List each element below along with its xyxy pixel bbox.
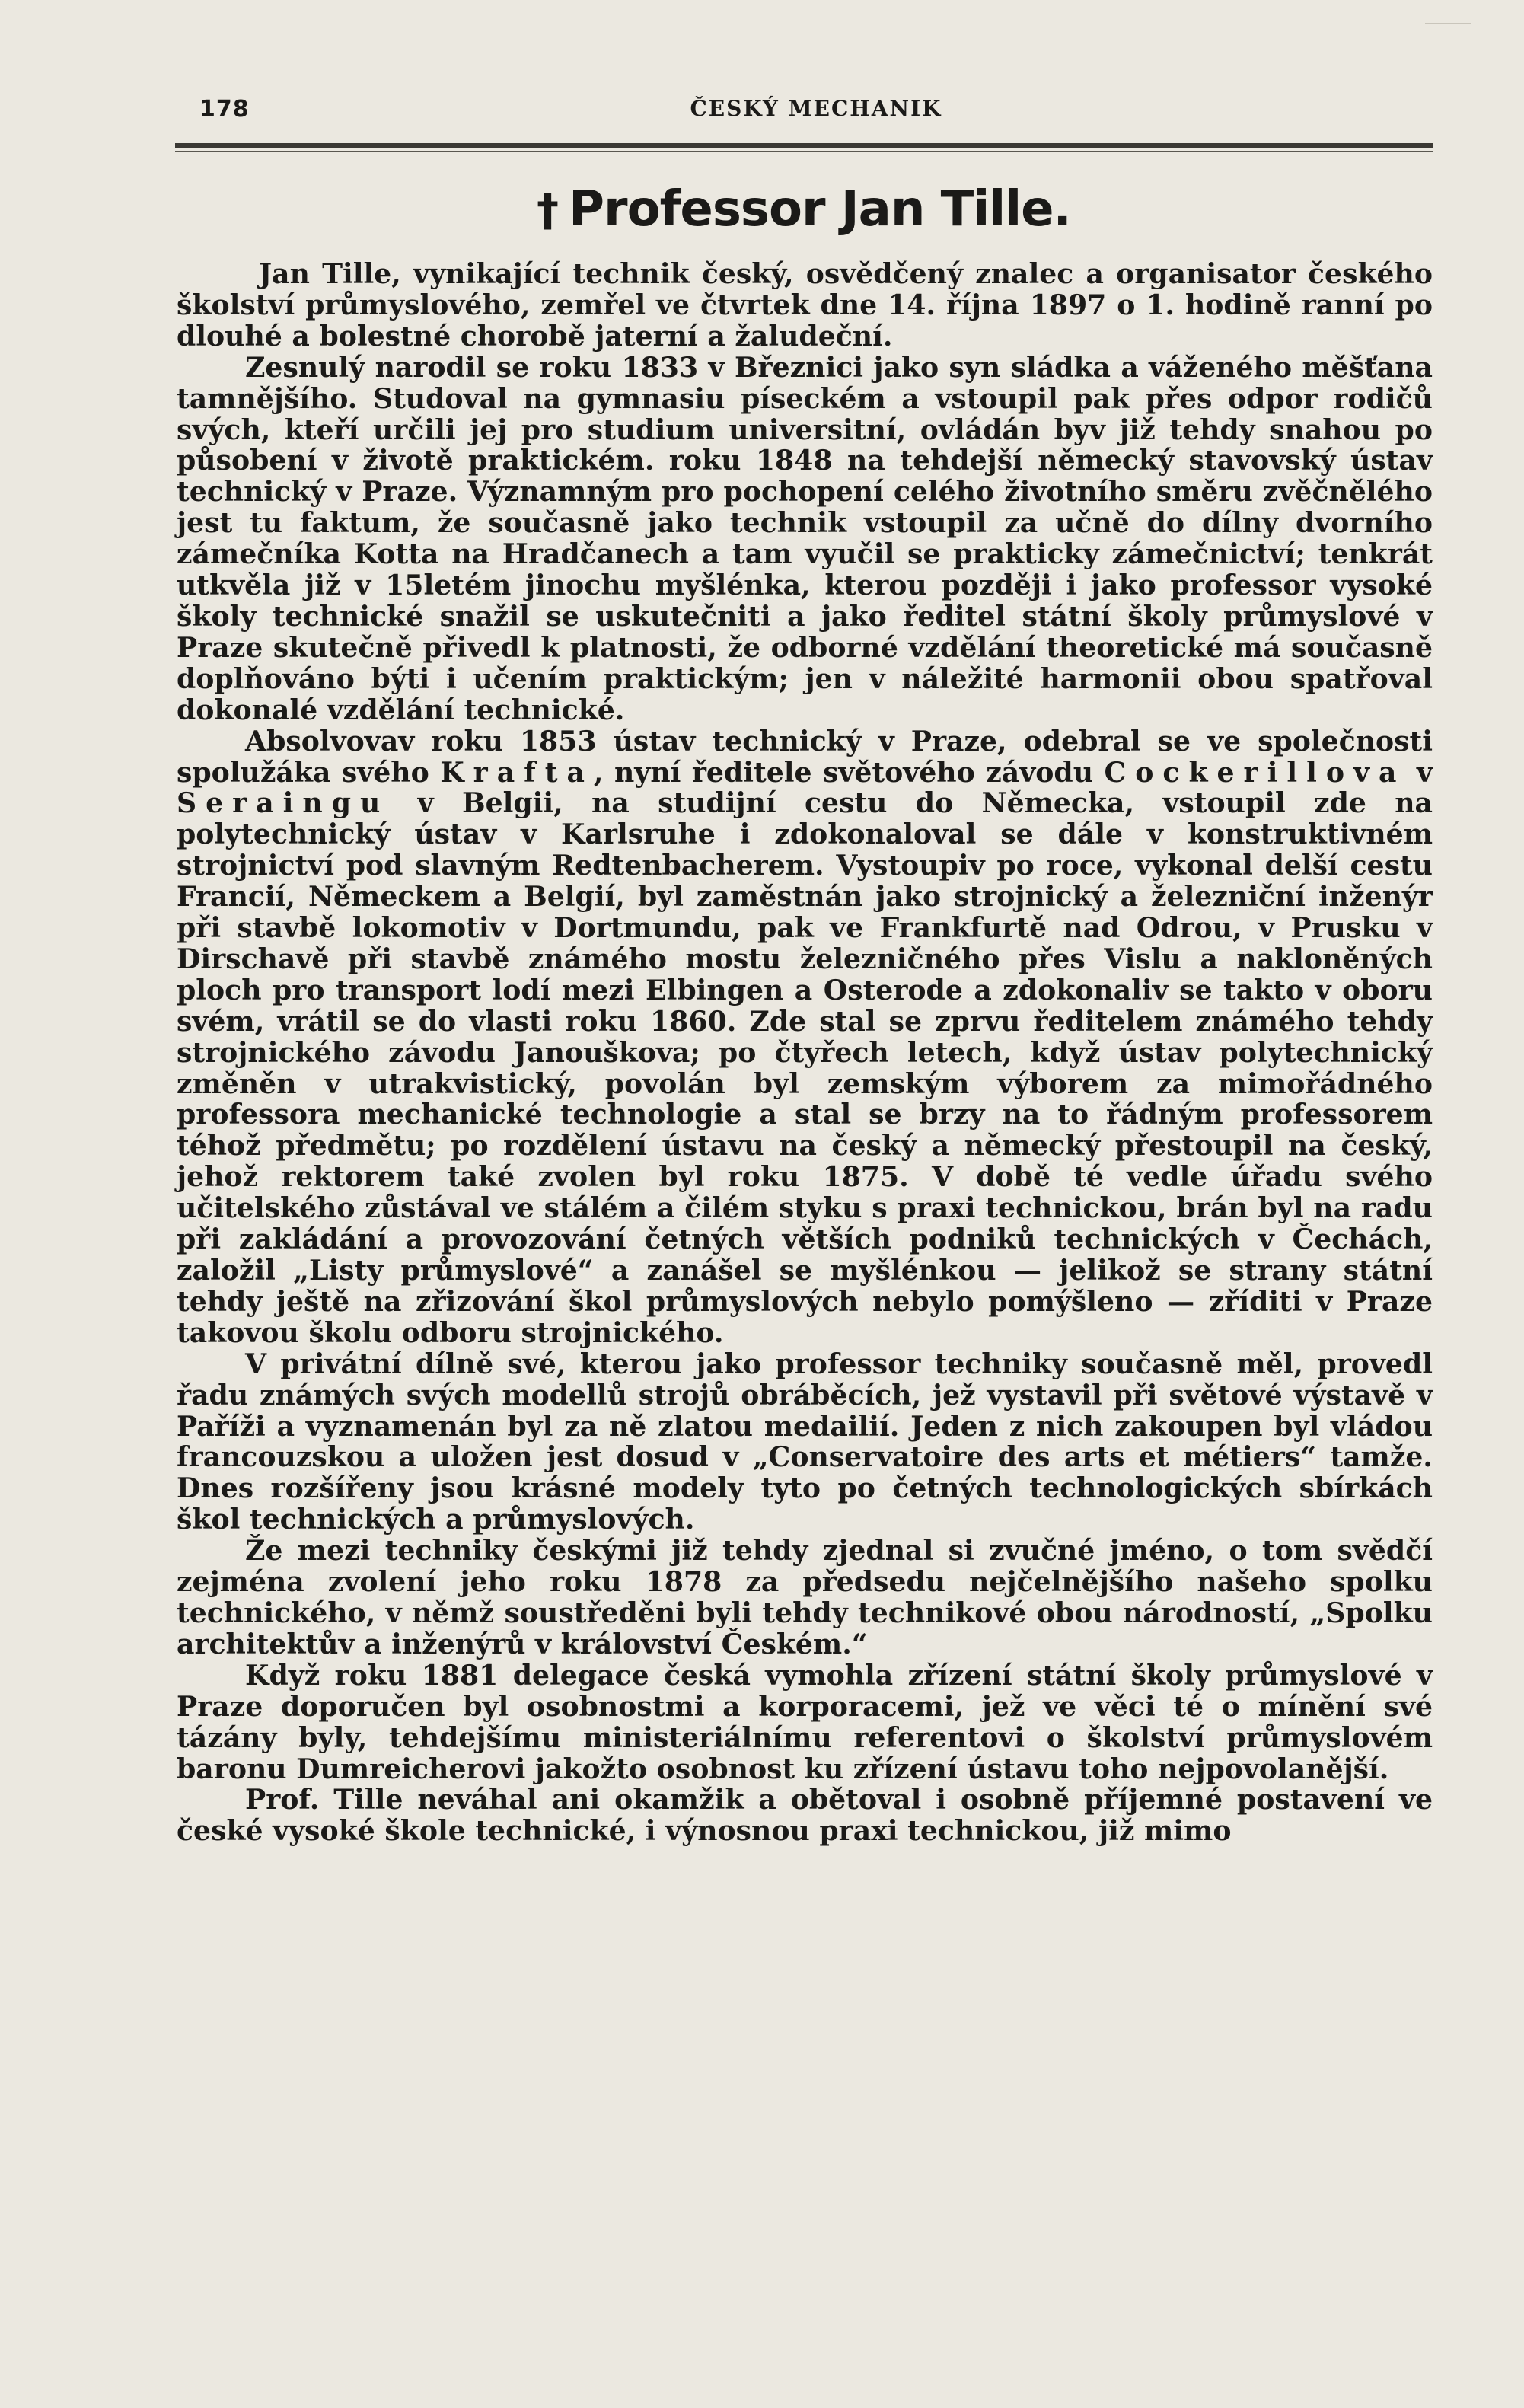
title-text: Professor Jan Tille. [569,181,1071,238]
paragraph: Když roku 1881 delegace česká vymohla zřízení státní školy průmyslové v Praze doporučen byl osobnostmi a korporacemi, jež ve věci té o mínění své tázány byly, tehdejšímu ministeriálnímu referentovi o školství průmyslovém baronu Dumreicherovi jakožto osobnost ku zřízení ústavu toho nejpovolanější. [177,1658,1433,1785]
text-run: , nyní ředitele světového závodu [593,755,1105,789]
paragraph: Že mezi techniky českými již tehdy zjednal si zvučné jméno, o tom svědčí zejména zvolení jeho roku 1878 za předsedu nejčelnějšího našeho spolku technického, v němž soustředěni byli tehdy technikové obou národností, „Spolku architektův a inženýrů v království Českém.“ [177,1534,1433,1660]
paragraph: Jan Tille, vynikající technik český, osvědčený znalec a organisator českého školství průmyslového, zemřel ve čtvrtek dne 14. října 1897 o 1. hodině ranní po dlouhé a bolestné chorobě jaterní a žaludeční. [177,257,1433,352]
paragraph: Zesnulý narodil se roku 1833 v Březnici jako syn sládka a váženého měšťana tamnějšího. Studoval na gymnasiu píseckém a vstoupil pak přes odpor rodičů svých, kteří určili jej pro studium universitní, ovládán byv již tehdy snahou po působení v životě praktickém. roku 1848 na tehdejší německý stavovský ústav technický v Praze. Významným pro pochopení celého životního směru zvěčnělého jest tu faktum, že současně jako technik vstoupil za učně do dílny dvorního zámečníka Kotta na Hradčanech a tam vyučil se prakticky zámečnictví; tenkrát utkvěla již v 15letém jinochu myšlénka, kterou později i jako professor vysoké školy technické snažil se uskutečniti a jako ředitel státní školy průmyslové v Praze skutečně přivedl k platnosti, že odborné vzdělání theoretické má současně doplňováno býti i učením praktickým; jen v náležité harmonii obou spatřoval dokonalé vzdělání technické. [177,350,1433,726]
text-run: v [1405,755,1433,789]
scan-mark [1425,23,1471,24]
header-rule-thin [175,151,1433,152]
header-rule [175,143,1433,148]
running-head: ČESKÝ MECHANIK [690,96,942,121]
page-number: 178 [199,96,250,123]
spaced-name: Seraingu [177,786,390,820]
paragraph: Prof. Tille neváhal ani okamžik a obětoval i osobně příjemné postavení ve české vysoké škole technické, i výnosnou praxi technickou, již mimo [177,1783,1433,1848]
article-title [175,181,1433,238]
text-run: Absolvovav roku 1853 ústav technický v Praze, odebral se ve společnosti spolužáka svého [177,724,1433,789]
paragraph: V privátní dílně své, kterou jako professor techniky současně měl, provedl řadu známých svých modellů strojů obráběcích, jež vystavil při světové výstavě v Paříži a vyznamenán byl za ně zlatou medailií. Jeden z nich zakoupen byl vládou francouzskou a uložen jest dosud v „Conservatoire des arts et métiers“ tamže. Dnes rozšířeny jsou krásné modely tyto po četných technologických sbírkách škol technických a průmyslových. [177,1347,1433,1536]
article-body [177,259,1433,1847]
spaced-name: Krafta [440,755,594,789]
page-header [199,96,1433,142]
text-run: v Belgii, na studijní cestu do Německa, vstoupil zde na polytechnický ústav v Karlsruhe i zdokonaloval se dále v konstruktivném strojnictví pod slavným Redtenbacherem. Vystoupiv po roce, vykonal delší cestu Francií, Německem a Belgií, byl zaměstnán jako strojnický a železniční inženýr při stavbě lokomotiv v Dortmundu, pak ve Frankfurtě nad Odrou, v Prusku v Dirschavě při stavbě známého mostu železničného přes Vislu a nakloněných ploch pro transport lodí mezi Elbingen a Osterode a zdokonaliv se takto v oboru svém, vrátil se do vlasti roku 1860. Zde stal se zprvu ředitelem známého tehdy strojnického závodu Janouškova; po čtyřech letech, když ústav polytechnický změněn v utrakvistický, povolán byl zemským výborem za mimořádného professora mechanické technologie a stal se brzy na to řádným professorem téhož předmětu; po rozdělení ústavu na český a německý přestoupil na český, jehož rektorem také zvolen byl roku 1875. V době té vedle úřadu svého učitelského zůstával ve stálém a čilém styku s praxi technickou, brán byl na radu při zakládání a provozování četných větších podniků technických v Čechách, založil „Listy průmyslové“ a zanášel se myšlénkou — jelikož se strany státní tehdy ještě na zřizování škol průmyslových nebylo pomýšleno — zříditi v Praze takovou školu odboru strojnického. [177,786,1433,1349]
paragraph [177,726,1433,1349]
cross-icon: † [537,184,559,236]
spaced-name: Cockerillova [1104,755,1406,789]
